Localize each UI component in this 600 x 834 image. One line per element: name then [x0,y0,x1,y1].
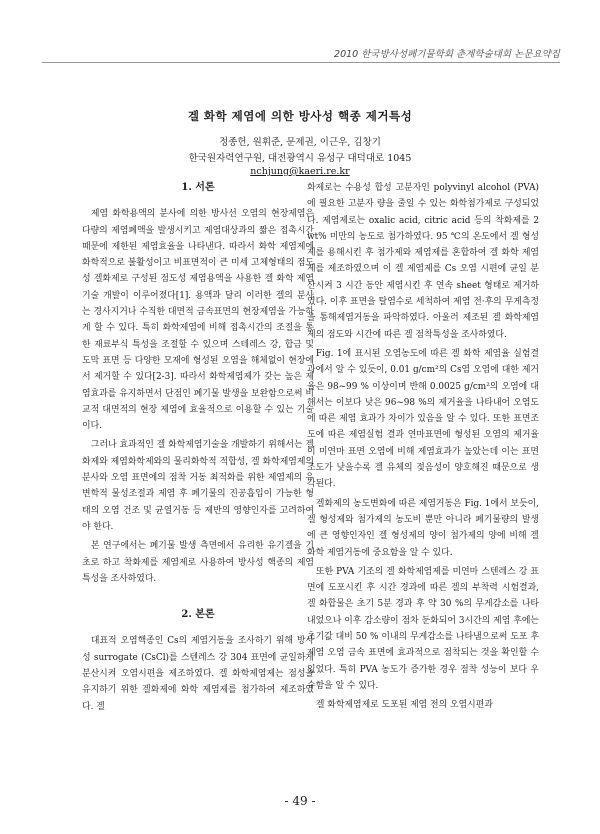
right-paragraph-4: 또한 PVA 기조의 겔 화학제염제를 미연마 스텐레스 강 표면에 도포시킨 후 시간 경과에 따른 겔의 부착력 시험결과, 겔 화합물은 초기 5분 경과 후 약 30 %의 무게감소를 나타내었으나 이후 감소량이 점차 둔화되어 3시간의 제염 후에는 초기값 대비 50 % 이내의 무게감소를 나타냄으로써 도포 후 제염 오염 금속 표면에 효과적으로 점착되는 것을 확인할 수 있었다. 특히 PVA 농도가 증가한 경우 점착 성능이 보다 우수함을 알 수 있다. [307,566,539,691]
right-column [307,180,539,717]
intro-paragraph-3: 본 연구에서는 폐기물 발생 측면에서 유리한 유기겔을 기초로 하고 착화제를 제염제로 사용하여 방사성 핵종의 제염특성을 조사하였다. [82,541,314,584]
paper-affiliation: 한국원자력연구원, 대전광역시 유성구 대덕대로 1045 [188,153,412,164]
right-paragraph-3: 겔화제의 농도변화에 따른 제염거동은 Fig. 1에서 보듯이, 겔 형성제와 첨가제의 농도비 뿐만 아니라 폐기물량의 발생에 큰 영향인자인 겔 형성제의 양이 첨가제의 양에 비해 겔 화학 제염거동에 중요함을 알 수 있다. [307,498,539,558]
paper-title: 겔 화학 제염에 의한 방사성 핵종 제거특성 [187,109,413,123]
left-column [82,180,314,718]
header-rule [42,62,560,63]
paper-authors: 정종헌, 원휘준, 문제권, 이근우, 김창기 [219,137,381,148]
page-number: - 49 - [284,794,316,808]
right-paragraph-5: 겔 화학제염제로 도포된 제염 전의 오염시편과 [315,700,493,711]
journal-header: 2010 한국방사성폐기물학회 춘계학술대회 논문요약집 [334,49,560,60]
intro-paragraph-2: 그러나 효과적인 겔 화학제염기술을 개발하기 위해서는 겔화제와 제염화학제와의 물리화학적 적합성, 겔 화학제염제의 분사와 오염 표면에의 점착 거동 최적화를 위한 제염제의 유변학적 물성조절과 제염 후 폐기물의 진공흡입이 가능한 형태의 오염 건조 및 균열거동 등 제반의 영향인자를 고려하여야 한다. [82,440,314,532]
right-paragraph-1: 화제로는 수용성 합성 고분자인 polyvinyl alcohol (PVA)에 필요한 고분자 량을 줄일 수 있는 화학첨가제로 구성되었다. 제염제로는 oxalic acid, citric acid 등의 착화제를 2 wt% 미만의 농도로 첨가하였다. 95 ℃의 온도에서 겔 형성제를 용해시킨 후 첨가제와 제염제를 혼합하여 겔 화학 제염제를 제조하였으며 이 겔 제염제를 Cs 오염 시편에 균일 분산시켜 3 시간 동안 제염시킨 후 연속 sheet 형태로 제거하였다. 이후 표면을 탈염수로 세척하여 제염 전·후의 무게측정을 통해제염거동을 파악하였다. 아울러 제조된 겔 화학제염제의 점도와 시간에 따른 겔 점착특성을 조사하였다. [307,183,539,340]
author-email-link[interactable]: nchjung@kaeri.re.kr [250,166,350,177]
body-paragraph-1: 대표적 오염핵종인 Cs의 제염거동을 조사하기 위해 방사성 surrogate (CsCl)를 스텐레스 강 304 표면에 균일하게 분산시켜 오염시편을 제조하였다. 겔 화학제염제는 점성을 유지하기 위한 겔화제에 화학 제염제를 첨가하여 제조하였다. 겔 [82,636,314,712]
section-heading-intro: 1. 서론 [181,182,215,193]
section-heading-body: 2. 본론 [181,609,215,621]
intro-paragraph-1: 제염 화학용액의 분사에 의한 방사선 오염의 현장제염은 다량의 제염폐액을 발생시키고 제염대상과의 짧은 접촉시간 때문에 제한된 제염효율을 나타낸다. 따라서 화학 제염제에 화학적으로 불활성이고 비표면적이 큰 미세 고체형태의 점도성 겔화제로 구성된 점도성 제염용액을 사용한 겔 화학 제염기술 개발이 이루어졌다[1]. 용액과 달리 이러한 겔의 분사는 경사지거나 수직한 대면적 금속표면의 현장제염을 가능하게 할 수 있다. 특히 화학제염에 비해 접촉시간의 조절을 통한 재료부식 특성을 조절할 수 있으며 스테레스 강, 합금 및 도막 표면 등 다양한 모재에 형성된 오염을 해체없이 현장에서 제거할 수 있다[2-3]. 따라서 화학제염제가 갖는 높은 제염효과를 유지하면서 단점인 폐기물 발생을 보완함으로써 비교적 대면적의 현장 제염에 효율적으로 이용할 수 있는 기술이다. [82,209,314,432]
right-paragraph-2: Fig. 1에 표시된 오염농도에 따른 겔 화학 제염율 실험결과에서 알 수 있듯이, 0.01 g/cm²의 Cs염 오염에 대한 제거율은 98~99 % 이상이며 반해 0.0025 g/cm²의 오염에 대해서는 이보다 낮은 96~98 %의 제거율을 나타내어 오염도에 따른 제염 효과가 차이가 있음을 알 수 있다. 또한 표면조도에 따른 제염실험 결과 연마표면에 형성된 오염의 제거율이 미연마 표면 오염에 비해 제염효과가 높았는데 이는 표면 조도가 낮을수록 겔 유체의 젖음성이 양호해진 때문으로 생각된다. [307,348,539,490]
